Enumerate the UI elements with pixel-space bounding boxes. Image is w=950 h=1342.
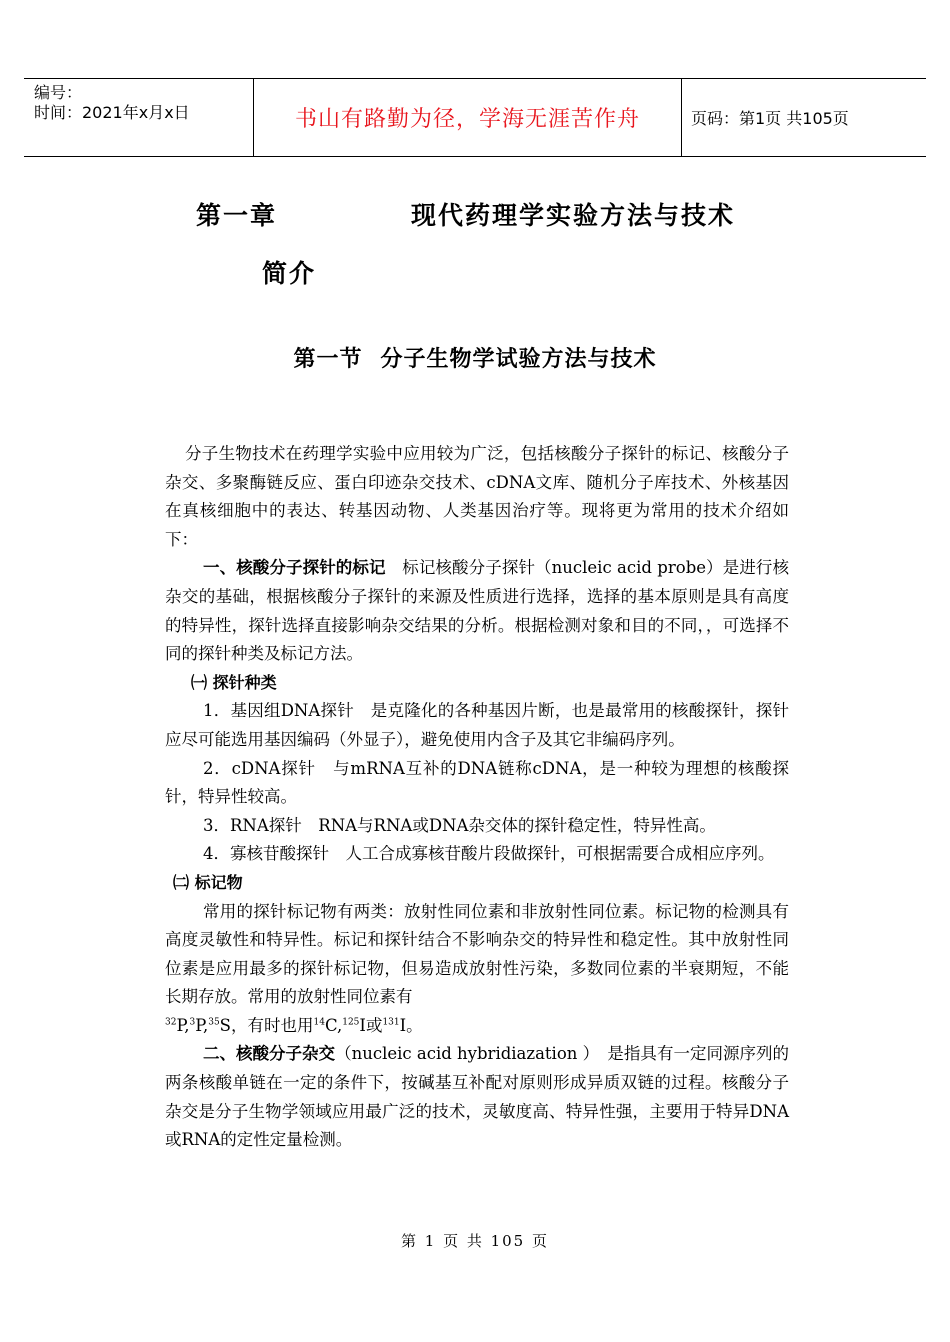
isotope-mass: 14 [313, 1017, 325, 1028]
isotope-mass: 3 [189, 1017, 196, 1028]
chapter-title-continued: 简介 [262, 259, 317, 288]
document-body [165, 440, 789, 1155]
section2-title: 二、核酸分子杂交 [203, 1044, 336, 1064]
subsection1-title: ㈠ 探针种类 [191, 672, 277, 692]
isotope-mass: 35 [208, 1017, 220, 1028]
intro-paragraph: 分子生物技术在药理学实验中应用较为广泛，包括核酸分子探针的标记、核酸分子杂交、多聚酶链反应、蛋白印迹杂交技术、cDNA文库、随机分子库技术、外核基因在真核细胞中的表达、转基因动物、人类基因治疗等。现将更为常用的技术介绍如下： [165, 444, 789, 549]
label-text: 常用的探针标记物有两类：放射性同位素和非放射性同位素。标记物的检测具有高度灵敏性和特异性。标记和探针结合不影响杂交的特异性和稳定性。其中放射性同位素是应用最多的探针标记物，但易造成放射性污染，多数同位素的半衰期短，不能长期存放。常用的放射性同位素有 [165, 901, 789, 1007]
header-page-cell [681, 79, 926, 156]
isotope-mass: 125 [342, 1017, 360, 1028]
chapter-title: 现代药理学实验方法与技术 [411, 201, 736, 230]
item-2: 2．cDNA探针 与mRNA互补的DNA链称cDNA，是一种较为理想的核酸探针，特异性较高。 [165, 758, 789, 807]
motto: 书山有路勤为径，学海无涯苦作舟 [294, 107, 640, 132]
label-paragraph [165, 898, 789, 1041]
section2-paragraph [165, 1040, 789, 1154]
isotope-symbol: P, [195, 1015, 209, 1035]
section-heading [0, 342, 950, 373]
section2-text: （nucleic acid hybridiazation ） 是指具有一定同源序列的两条核酸单链在一定的条件下，按碱基互补配对原则形成异质双链的过程。核酸分子杂交是分子生物学领域应用最广泛的技术，灵敏度高、特异性强，主要用于特异DNA或RNA的定性定量检测。 [165, 1044, 789, 1150]
document-time: 时间：2021年x月x日 [34, 103, 190, 122]
isotope-symbol: C, [324, 1015, 343, 1035]
page-footer: 第 1 页 共 105 页 [400, 1232, 549, 1250]
isotope-symbol: I或 [359, 1015, 383, 1035]
chapter-heading [196, 196, 735, 232]
section1-text: 标记核酸分子探针（nucleic acid probe）是进行核杂交的基础，根据核酸分子探针的来源及性质进行选择，选择的基本原则是具有高度的特异性，探针选择直接影响杂交结果的分析。根据检测对象和目的不同，，可选择不同的探针种类及标记方法。 [165, 558, 790, 664]
section1-paragraph [165, 554, 789, 668]
item-3: 3．RNA探针 RNA与RNA或DNA杂交体的探针稳定性，特异性高。 [203, 815, 716, 835]
subsection2-title: ㈡ 标记物 [173, 872, 243, 892]
header-page-info: 页码：第1页 共105页 [691, 109, 849, 128]
item-4: 4．寡核苷酸探针 人工合成寡核苷酸片段做探针，可根据需要合成相应序列。 [203, 844, 775, 864]
section-title: 分子生物学试验方法与技术 [380, 347, 657, 372]
isotope-symbol: S，有时也用 [219, 1015, 314, 1035]
item-1: 1．基因组DNA探针 是克隆化的各种基因片断，也是最常用的核酸探针，探针应尽可能选用基因编码（外显子），避免使用内含子及其它非编码序列。 [165, 701, 789, 749]
isotope-mass: 131 [382, 1017, 400, 1028]
section1-title: 一、核酸分子探针的标记 [203, 558, 386, 578]
header-motto-cell [253, 79, 682, 156]
section-number: 第一节 [293, 347, 363, 372]
header-meta-cell [24, 79, 253, 156]
chapter-number: 第一章 [196, 201, 278, 230]
isotope-symbol: P, [176, 1015, 190, 1035]
isotope-mass: 32 [165, 1017, 177, 1028]
document-id-label: 编号： [34, 83, 83, 102]
isotope-symbol: I。 [399, 1015, 423, 1035]
header-table [24, 78, 926, 157]
